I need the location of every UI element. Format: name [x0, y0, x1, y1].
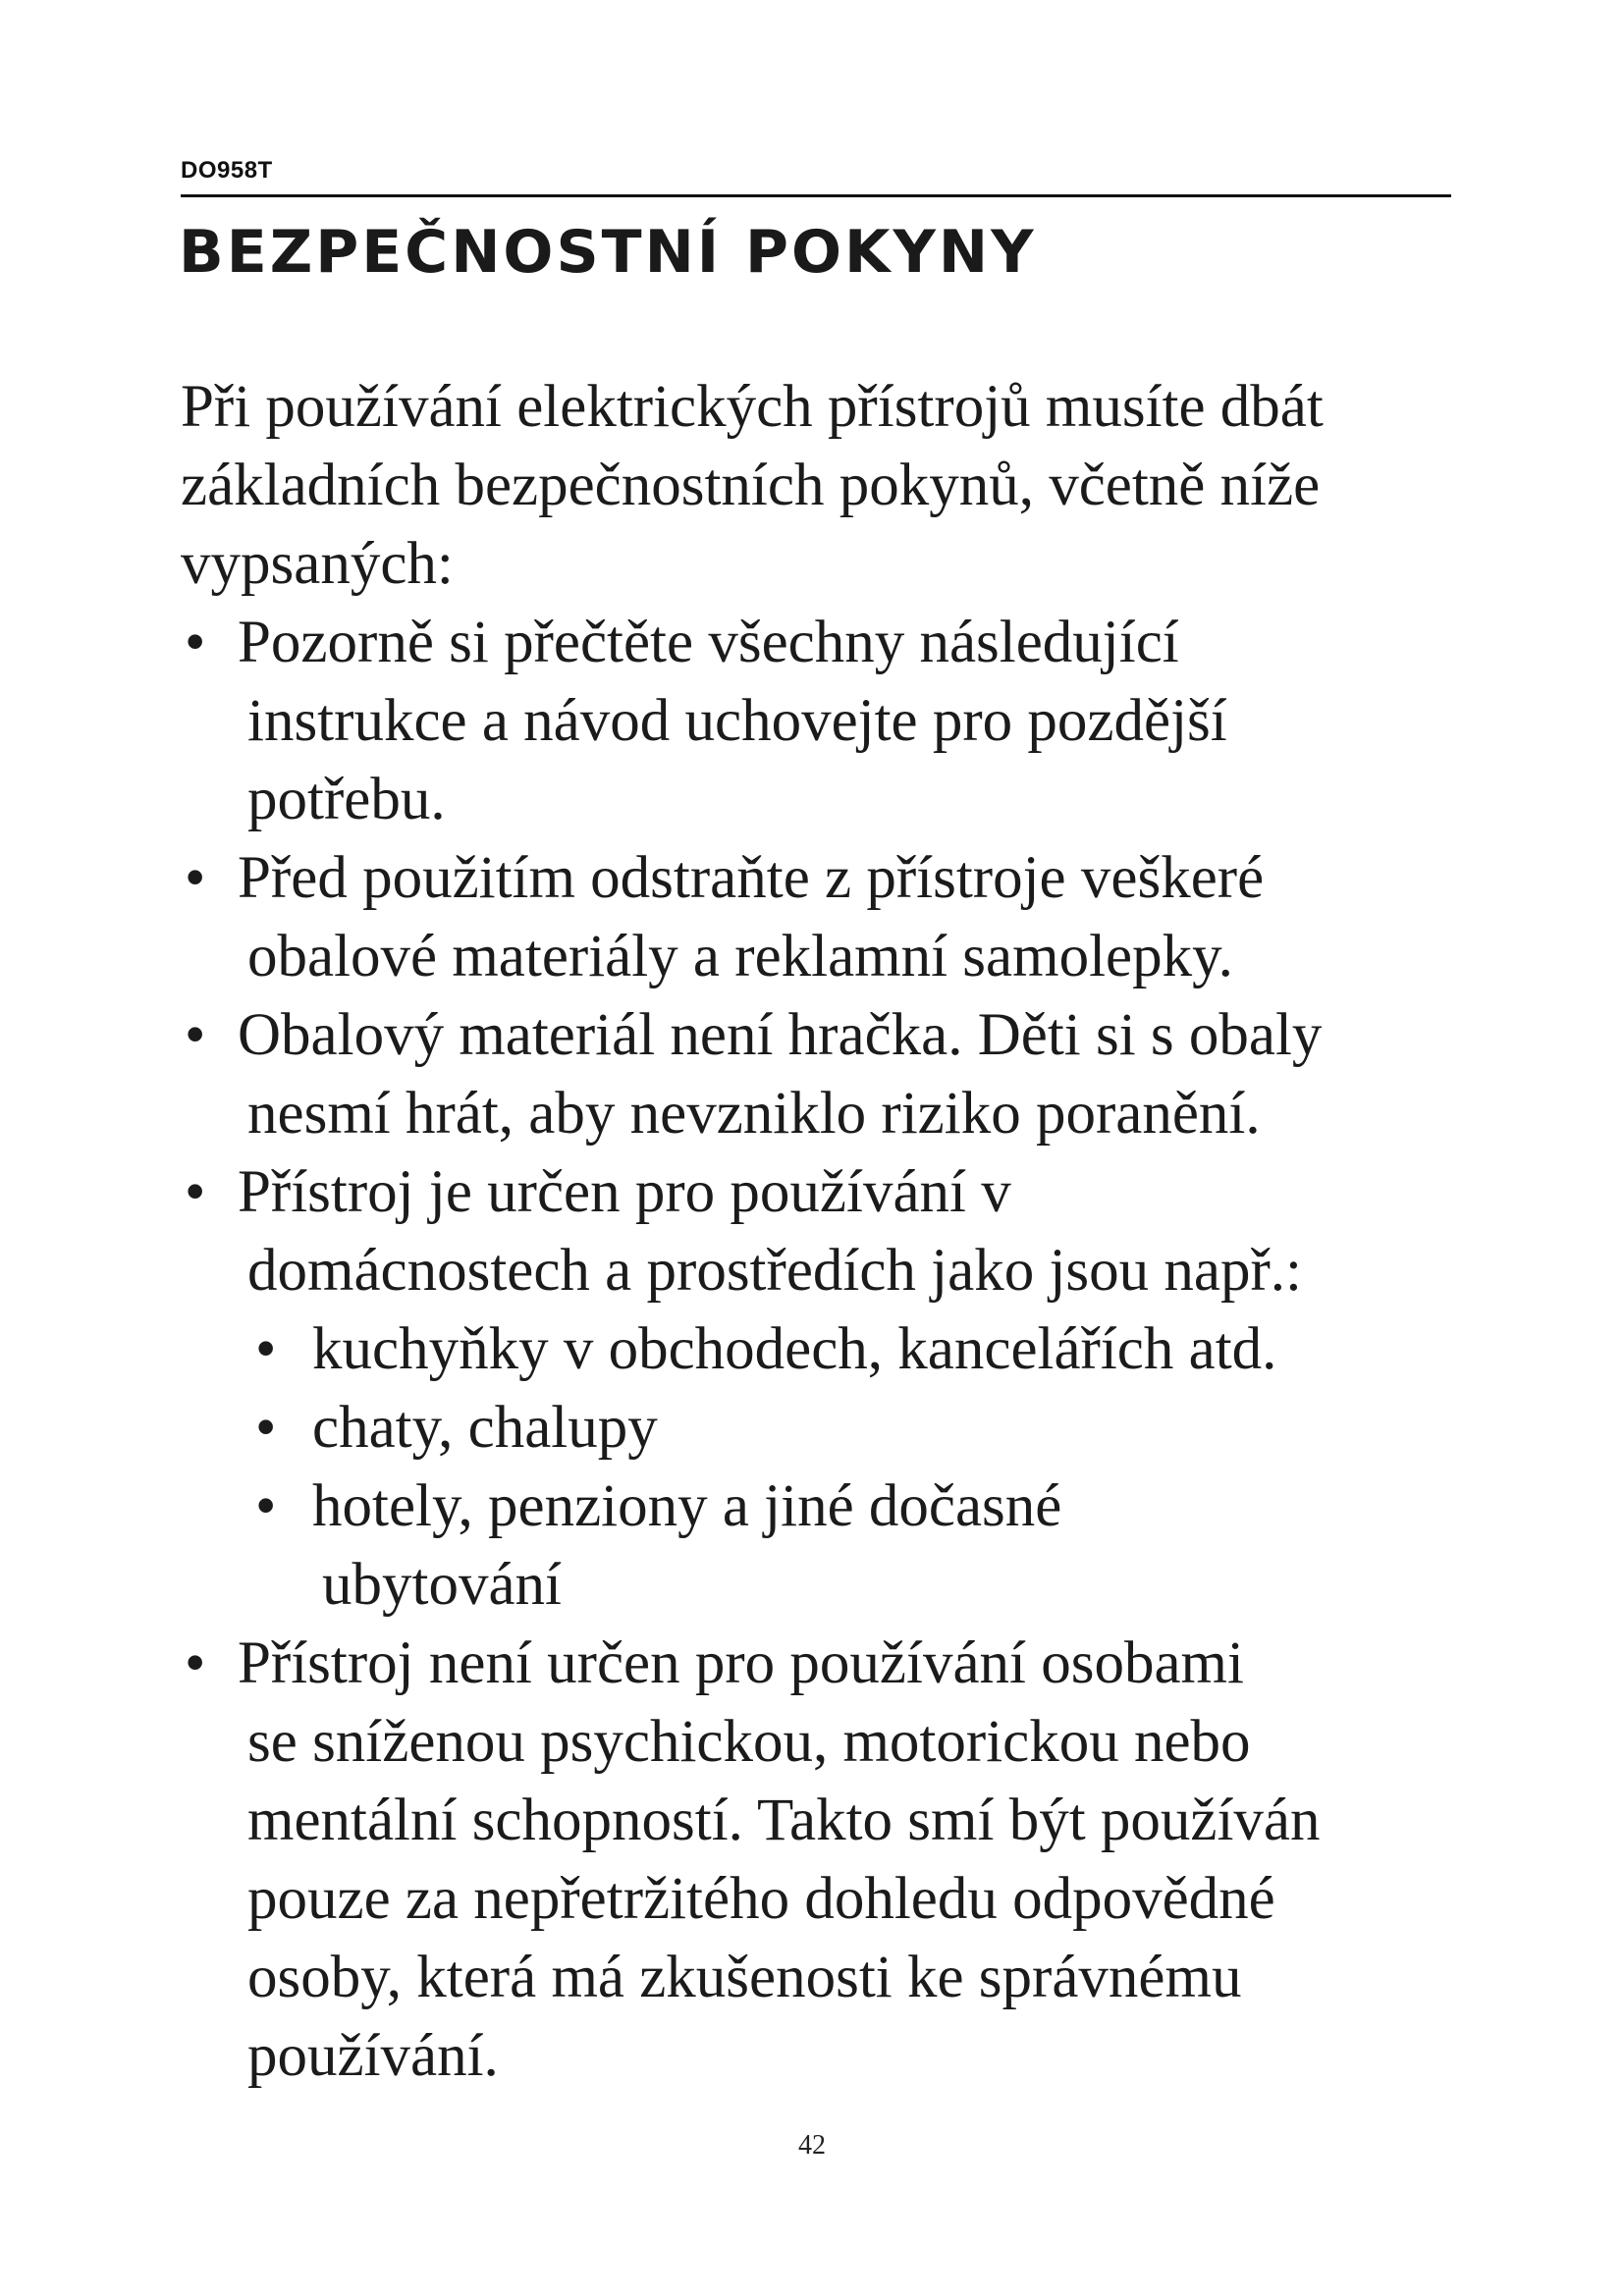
page-title: BEZPEČNOSTNÍ POKYNY [179, 218, 1037, 287]
sub-list-item [181, 1310, 1477, 1389]
bullet: • [185, 1159, 206, 1225]
sub-list-item-line: kuchyňky v obchodech, kancelářích atd. [312, 1316, 1277, 1382]
safety-list-continued [181, 1625, 1477, 2096]
sub-list [181, 1310, 1477, 1625]
sub-list-item [181, 1389, 1477, 1468]
intro-line: základních bezpečnostních pokynů, včetně níže [181, 453, 1321, 518]
list-item-line: používání. [247, 2023, 499, 2089]
list-item [181, 604, 1477, 839]
bullet: • [185, 845, 206, 911]
list-item-line: instrukce a návod uchovejte pro pozdější [247, 688, 1227, 754]
list-item-line: Přístroj je určen pro používání v [238, 1159, 1011, 1225]
list-item-line: Obalový materiál není hračka. Děti si s obaly [238, 1002, 1323, 1068]
list-item [181, 1625, 1477, 2096]
intro-line: vypsaných: [181, 531, 454, 597]
intro-paragraph [181, 368, 1477, 604]
list-item-line: Pozorně si přečtěte všechny následující [238, 610, 1179, 675]
bullet: • [255, 1316, 277, 1382]
bullet: • [185, 610, 206, 675]
list-item-line: domácnostech a prostředích jako jsou např.: [247, 1238, 1302, 1304]
sub-list-item [181, 1468, 1477, 1625]
list-item-line: osoby, která má zkušenosti ke správnému [247, 1945, 1242, 2010]
sub-list-item-line: chaty, chalupy [312, 1395, 658, 1461]
header-rule [181, 194, 1451, 197]
list-item-line: potřebu. [247, 767, 446, 832]
bullet: • [255, 1473, 277, 1539]
list-item [181, 839, 1477, 996]
sub-list-item-line: hotely, penziony a jiné dočasné [312, 1473, 1062, 1539]
list-item-line: obalové materiály a reklamní samolepky. [247, 924, 1233, 989]
list-item-line: se sníženou psychickou, motorickou nebo [247, 1709, 1251, 1775]
document-body [181, 368, 1477, 2096]
list-item-line: pouze za nepřetržitého dohledu odpovědné [247, 1866, 1275, 1932]
bullet: • [255, 1395, 277, 1461]
intro-line: Při používání elektrických přístrojů musíte dbát [181, 374, 1324, 440]
bullet: • [185, 1630, 206, 1696]
model-number: DO958T [181, 157, 273, 184]
bullet: • [185, 1002, 206, 1068]
list-item-line: Před použitím odstraňte z přístroje veškeré [238, 845, 1265, 911]
list-item [181, 996, 1477, 1153]
page-number: 42 [798, 2130, 826, 2161]
safety-list [181, 604, 1477, 1310]
list-item [181, 1153, 1477, 1310]
list-item-line: mentální schopností. Takto smí být používán [247, 1788, 1321, 1853]
list-item-line: nesmí hrát, aby nevzniklo riziko poranění. [247, 1081, 1261, 1147]
list-item-line: Přístroj není určen pro používání osobami [238, 1630, 1244, 1696]
sub-list-item-line: ubytování [322, 1552, 562, 1618]
